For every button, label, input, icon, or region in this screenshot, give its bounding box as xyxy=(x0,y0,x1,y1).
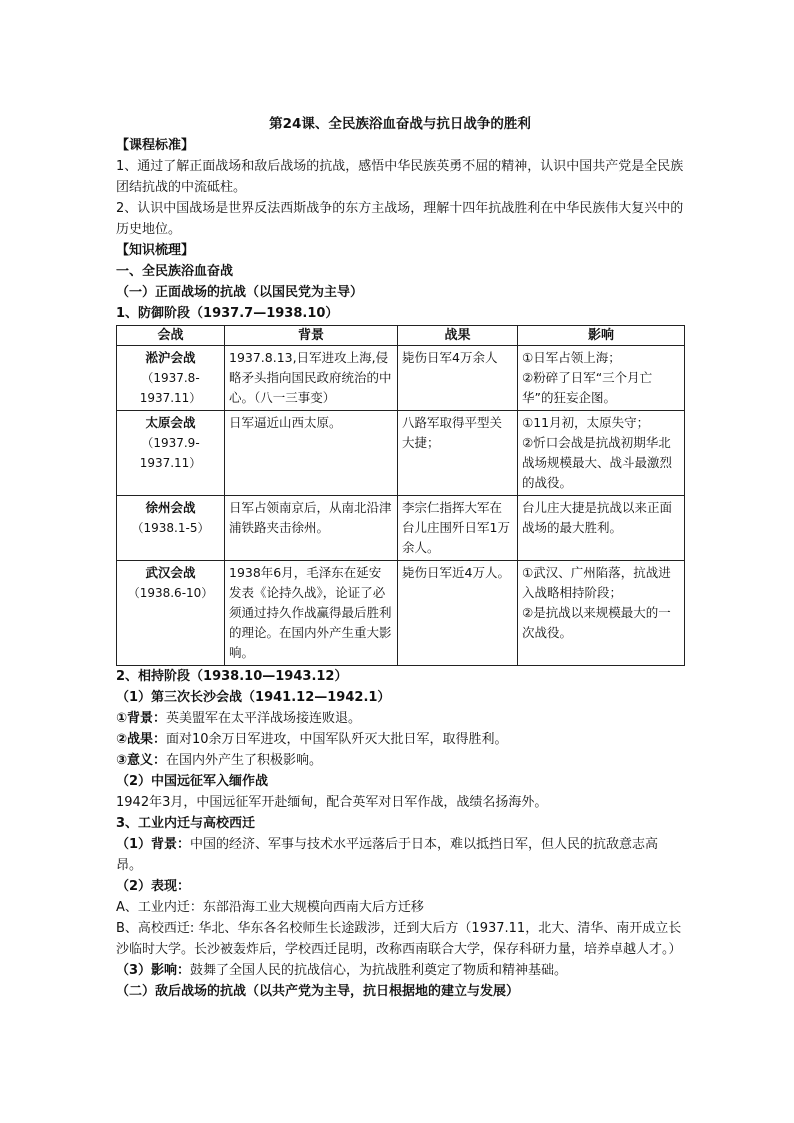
table-header-cell: 影响 xyxy=(518,326,685,346)
battle-impact xyxy=(518,346,685,411)
impact-line: 台儿庄大捷是抗战以来正面战场的最大胜利。 xyxy=(522,500,673,535)
battle-date: （1938.1-5） xyxy=(131,521,210,535)
impact-line: ②忻口会战是抗战初期华北战场规模最大、战斗最激烈的战役。 xyxy=(522,435,673,490)
item-label: （1）背景： xyxy=(116,837,191,852)
subsection-heading-1: （一）正面战场的抗战（以国民党为主导） xyxy=(116,285,364,300)
table-header-cell: 会战 xyxy=(117,326,225,346)
curriculum-heading: 【课程标准】 xyxy=(116,138,195,153)
battle-name-cell xyxy=(117,411,225,496)
battle-impact xyxy=(518,561,685,666)
item-label: ①背景： xyxy=(116,711,167,726)
impact-line: ②粉碎了日军“三个月亡华”的狂妄企图。 xyxy=(522,370,653,405)
item-text: 鼓舞了全国人民的抗战信心，为抗战胜利奠定了物质和精神基础。 xyxy=(190,963,568,978)
burma-heading: （2）中国远征军入缅作战 xyxy=(116,774,269,789)
battle-name-cell xyxy=(117,346,225,411)
battle-name-cell xyxy=(117,561,225,666)
battle-background: 1937.8.13,日军进攻上海,侵略矛头指向国民政府统治的中心。（八一三事变） xyxy=(225,346,398,411)
battle-result: 毙伤日军近4万人。 xyxy=(398,561,518,666)
industry-item-b: B、高校西迁: 华北、华东各名校师生长途跋涉，迁到大后方（1937.11，北大、清华、南开成立长沙临时大学。长沙被轰炸后，学校西迁昆明，改称西南联合大学，保存科研力量，培养卓越人才。） xyxy=(116,921,682,957)
battles-table xyxy=(116,325,685,666)
changsha-item xyxy=(116,750,684,771)
curriculum-item-2: 2、认识中国战场是世界反法西斯战争的东方主战场，理解十四年抗战胜利在中华民族伟大复兴中的历史地位。 xyxy=(116,201,684,237)
battle-result: 毙伤日军4万余人 xyxy=(398,346,518,411)
impact-line: ①日军占领上海； xyxy=(522,350,621,365)
phase-heading-relocation: 3、工业内迁与高校西迁 xyxy=(116,816,256,831)
battle-name: 淞沪会战 xyxy=(145,350,196,365)
changsha-item xyxy=(116,729,684,750)
subsection-heading-2: （二）敌后战场的抗战（以共产党为主导，抗日根据地的建立与发展） xyxy=(116,984,520,999)
table-header-cell: 战果 xyxy=(398,326,518,346)
table-row xyxy=(117,346,685,411)
table-header-cell: 背景 xyxy=(225,326,398,346)
battle-date: （1938.6-10） xyxy=(127,586,214,600)
impact-line: ②是抗战以来规模最大的一次战役。 xyxy=(522,605,671,640)
item-text: 在国内外产生了积极影响。 xyxy=(166,753,323,768)
battle-name: 武汉会战 xyxy=(145,565,196,580)
item-text: 面对10余万日军进攻，中国军队歼灭大批日军，取得胜利。 xyxy=(166,732,508,747)
section-heading-1: 一、全民族浴血奋战 xyxy=(116,264,234,279)
item-text: 中国的经济、军事与技术水平远落后于日本，难以抵挡日军，但人民的抗敌意志高昂。 xyxy=(116,837,659,873)
table-row xyxy=(117,496,685,561)
battle-impact xyxy=(518,411,685,496)
changsha-heading: （1）第三次长沙会战（1941.12—1942.1） xyxy=(116,690,391,705)
battle-date: （1937.8-1937.11） xyxy=(139,371,202,405)
item-label: ②战果： xyxy=(116,732,167,747)
changsha-item xyxy=(116,708,684,729)
burma-text: 1942年3月，中国远征军开赴缅甸，配合英军对日军作战，战绩名扬海外。 xyxy=(116,795,548,810)
impact-line: ①11月初，太原失守； xyxy=(522,415,650,430)
battle-background: 日军逼近山西太原。 xyxy=(225,411,398,496)
item-label: ③意义： xyxy=(116,753,167,768)
industry-background xyxy=(116,834,684,876)
industry-item-a: A、工业内迁：东部沿海工业大规模向西南大后方迁移 xyxy=(116,900,424,915)
battle-result: 八路军取得平型关大捷； xyxy=(398,411,518,496)
battle-impact xyxy=(518,496,685,561)
battle-result: 李宗仁指挥大军在台儿庄围歼日军1万余人。 xyxy=(398,496,518,561)
industry-impact xyxy=(116,960,684,981)
table-header-row xyxy=(117,326,685,346)
battle-name: 徐州会战 xyxy=(145,500,196,515)
battle-date: （1937.9-1937.11） xyxy=(139,436,202,470)
page-title: 第24课、全民族浴血奋战与抗日战争的胜利 xyxy=(269,116,531,132)
battle-name: 太原会战 xyxy=(145,415,196,430)
battle-background: 1938年6月，毛泽东在延安发表《论持久战》，论证了必须通过持久作战赢得最后胜利的理论。在国内外产生重大影响。 xyxy=(225,561,398,666)
document-page xyxy=(116,114,684,1002)
table-row xyxy=(117,561,685,666)
knowledge-heading: 【知识梳理】 xyxy=(116,243,195,258)
battle-background: 日军占领南京后，从南北沿津浦铁路夹击徐州。 xyxy=(225,496,398,561)
impact-line: ①武汉、广州陷落，抗战进入战略相持阶段； xyxy=(522,565,671,600)
item-label: （3）影响： xyxy=(116,963,191,978)
phase-heading-stalemate: 2、相持阶段（1938.10—1943.12） xyxy=(116,669,348,684)
industry-performance-label: （2）表现： xyxy=(116,879,191,894)
battle-name-cell xyxy=(117,496,225,561)
phase-heading-defense: 1、防御阶段（1937.7—1938.10） xyxy=(116,306,339,321)
table-row xyxy=(117,411,685,496)
item-text: 英美盟军在太平洋战场接连败退。 xyxy=(166,711,362,726)
curriculum-item-1: 1、通过了解正面战场和敌后战场的抗战，感悟中华民族英勇不屈的精神，认识中国共产党是全民族团结抗战的中流砥柱。 xyxy=(116,159,684,195)
